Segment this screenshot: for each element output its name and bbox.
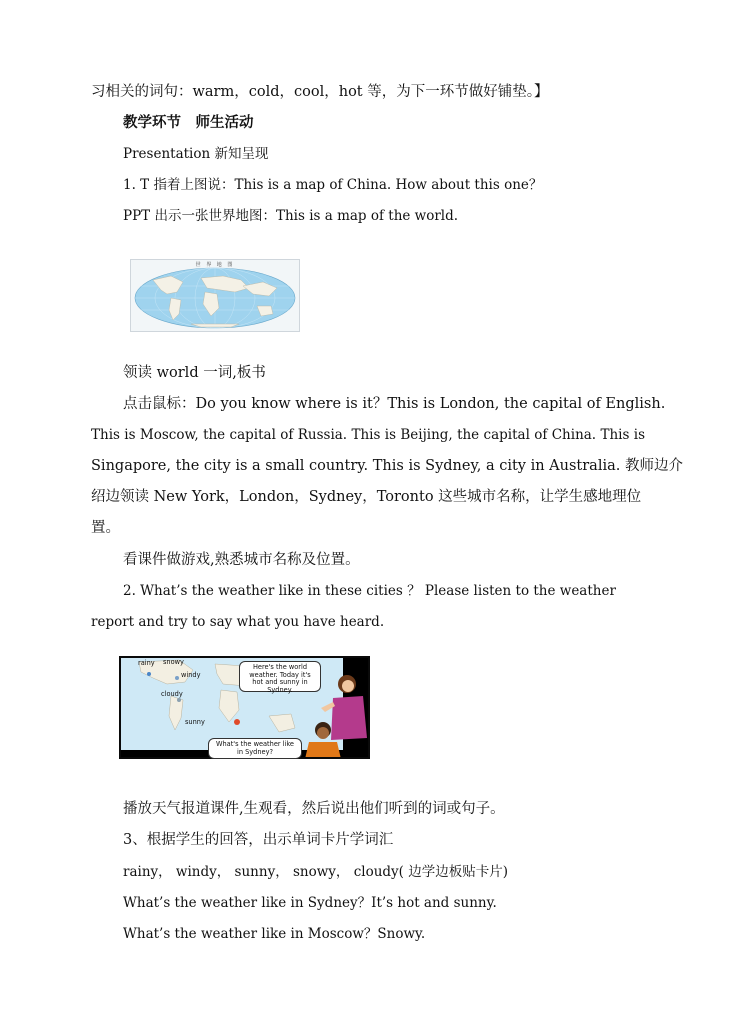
- speech-bubble-question: What's the weather like in Sydney?: [208, 738, 302, 759]
- text-line-step1: 1. T 指着上图说：This is a map of China. How about this one？: [123, 177, 543, 193]
- text-line-sydney-q: What’s the weather like in Sydney？It’s hot and sunny.: [123, 895, 497, 911]
- text-line-lead-read: 领读 world 一词,板书: [123, 365, 266, 381]
- label-windy: windy: [181, 671, 201, 679]
- weather-report-image: [119, 656, 370, 759]
- text-line-presentation: Presentation 新知呈现: [123, 146, 269, 162]
- text-line-vocab: rainy， windy， sunny， snowy， cloudy( 边学边板贴卡片): [123, 864, 509, 880]
- text-line-ppt: PPT 出示一张世界地图：This is a map of the world.: [123, 208, 459, 224]
- text-line-broadcast: 播放天气报道课件,生观看，然后说出他们听到的词或句子。: [123, 801, 505, 817]
- text-line-click: 点击鼠标：Do you know where is it？This is London, the capital of English.: [123, 396, 666, 412]
- label-rainy: rainy: [138, 659, 155, 667]
- world-map-title: 世 界 地 图: [195, 262, 235, 268]
- text-line-step2: 2. What’s the weather like in these cities ？ Please listen to the weather: [123, 583, 616, 599]
- text-line-game: 看课件做游戏,熟悉城市名称及位置。: [123, 552, 360, 568]
- text-line-moscow: This is Moscow, the capital of Russia. This is Beijing, the capital of China. This is: [91, 427, 645, 443]
- text-line-step3: 3、根据学生的回答，出示单词卡片学词汇: [123, 832, 394, 848]
- label-snowy: snowy: [163, 658, 184, 666]
- section-heading: 教学环节 师生活动: [123, 114, 254, 131]
- label-cloudy: cloudy: [161, 690, 183, 698]
- text-line-singapore: Singapore, the city is a small country. This is Sydney, a city in Australia. 教师边介: [91, 458, 683, 474]
- world-map-graphic: [131, 260, 299, 331]
- text-line-1: 习相关的词句：warm，cold，cool，hot 等，为下一环节做好铺垫。】: [91, 84, 549, 100]
- world-map-image: [130, 259, 300, 332]
- label-sunny: sunny: [185, 718, 205, 726]
- text-line-report: report and try to say what you have heard.: [91, 614, 385, 630]
- text-line-cities: 绍边领读 New York，London，Sydney，Toronto 这些城市名称，让学生感地理位: [91, 489, 642, 505]
- text-line-position: 置。: [91, 520, 120, 536]
- speech-bubble-world-weather: Here's the world weather. Today it's hot and sunny in Sydney.: [239, 661, 321, 692]
- text-line-moscow-q: What’s the weather like in Moscow？Snowy.: [123, 926, 426, 942]
